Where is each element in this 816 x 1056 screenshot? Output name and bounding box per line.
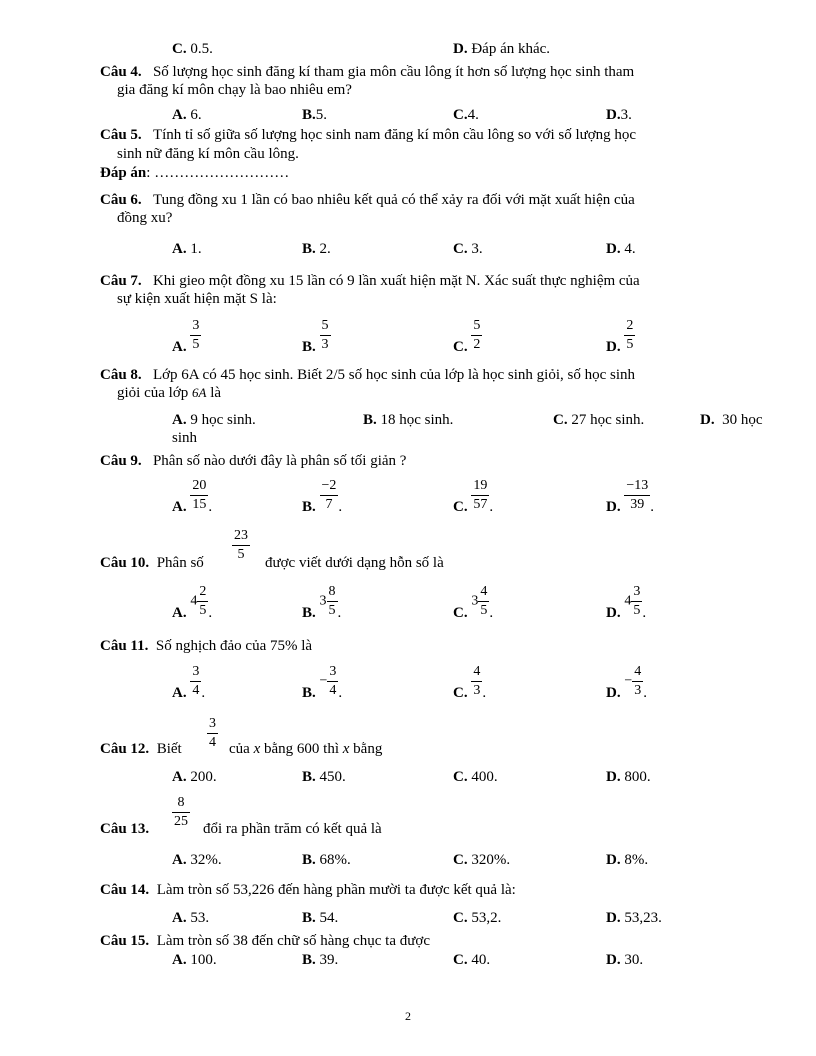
q11-option-c: C. $\frac{4}{3}$ . [453,664,487,701]
q12-line1-post: của x bằng 600 thì x bằng [229,741,383,757]
q14-option-d: D. 53,23. [606,910,662,926]
q11-line1: Câu 11. Số nghịch đảo của 75% là [100,638,313,654]
q4-option-b: B.5. [302,107,328,123]
q9-line1: Câu 9. Phân số nào dưới đây là phân số tối giản ? [100,453,407,469]
q8-option-a: A. 9 học sinh. [172,412,256,428]
q4-option-c: C.4. [453,107,479,123]
q5-line2: sinh nữ đăng kí môn cầu lông. [117,146,299,162]
q15-option-b: B. 39. [302,952,339,968]
q7-option-c: C. $\frac{5}{2}$ [453,318,481,355]
q3-option-d: D. Đáp án khác. [453,41,551,57]
q12-option-a: A. 200. [172,769,217,785]
q15-option-a: A. 100. [172,952,217,968]
q6-line1: Câu 6. Tung đồng xu 1 lần có bao nhiêu kết quả có thể xảy ra đối với mặt xuất hiện của [100,192,635,208]
q7-line1: Câu 7. Khi gieo một đồng xu 15 lần có 9 lần xuất hiện mặt N. Xác suất thực nghiệm của [100,273,640,289]
q14-option-a: A. 53. [172,910,210,926]
q14-option-b: B. 54. [302,910,339,926]
q13-fraction: $\frac{8}{25}$ [174,795,188,829]
q9-option-c: C. $\frac{19}{57}$ . [453,478,494,515]
q13-option-a: A. 32%. [172,852,222,868]
q12-option-b: B. 450. [302,769,346,785]
q10-line1: Câu 10. Phân số [100,555,204,571]
q8-option-d-cont: sinh [172,430,198,446]
q15-line1: Câu 15. Làm tròn số 38 đến chữ số hàng chục ta được [100,933,430,949]
q10-option-a: A. 4 $\frac{2}{5}$ . [172,584,213,621]
q14-option-c: C. 53,2. [453,910,502,926]
q9-option-b: B. $\frac{-2}{7}$ . [302,478,343,515]
q6-line2: đồng xu? [117,210,173,226]
q6-option-d: D. 4. [606,241,636,257]
q11-option-b: B. − $\frac{3}{4}$ . [302,664,343,701]
q7-option-d: D. $\frac{2}{5}$ [606,318,634,355]
q11-option-a: A. $\frac{3}{4}$ . [172,664,206,701]
q9-option-a: A. $\frac{20}{15}$ . [172,478,213,515]
q6-option-c: C. 3. [453,241,483,257]
q5-line1: Câu 5. Tính tỉ số giữa số lượng học sinh nam đăng kí môn cầu lông so với số lượng học [100,127,637,143]
q8-line1: Câu 8. Lớp 6A có 45 học sinh. Biết 2/5 số học sinh của lớp là học sinh giỏi, số học sinh [100,367,636,383]
q15-option-c: C. 40. [453,952,491,968]
q10-line1-post: được viết dưới dạng hỗn số là [265,555,444,571]
q7-option-b: B. $\frac{5}{3}$ [302,318,329,355]
q10-option-b: B. 3 $\frac{8}{5}$ . [302,584,342,621]
q8-option-c: C. 27 học sinh. [553,412,645,428]
q12-fraction: $\frac{3}{4}$ [209,716,216,750]
q10-option-d: D. 4 $\frac{3}{5}$ . [606,584,647,621]
q14-line1: Câu 14. Làm tròn số 53,226 đến hàng phần mười ta được kết quả là: [100,882,516,898]
q3-option-c: C. 0.5. [172,41,213,57]
q12-option-d: D. 800. [606,769,651,785]
q7-line2: sự kiện xuất hiện mặt S là: [117,291,277,307]
page-number: 2 [405,1009,411,1023]
q4-option-d: D.3. [606,107,632,123]
q13-option-d: D. 8%. [606,852,649,868]
q10-option-c: C. 3 $\frac{4}{5}$ . [453,584,494,621]
q4-line2: gia đăng kí môn chạy là bao nhiêu em? [117,82,352,98]
q12-line1: Câu 12. Biết [100,741,182,757]
q6-option-a: A. 1. [172,241,202,257]
q4-option-a: A. 6. [172,107,202,123]
q6-option-b: B. 2. [302,241,331,257]
q10-fraction: $\frac{23}{5}$ [234,528,248,562]
q12-option-c: C. 400. [453,769,498,785]
q8-line2: giỏi của lớp 6A là [117,385,222,401]
q15-option-d: D. 30. [606,952,644,968]
q13-option-c: C. 320%. [453,852,511,868]
q13-line1: Câu 13. [100,821,150,837]
q8-option-d: D. 30 học [700,412,763,428]
answer-line: Đáp án: ……………………… [100,165,290,181]
q13-option-b: B. 68%. [302,852,351,868]
q7-option-a: A. $\frac{3}{5}$ [172,318,200,355]
q9-option-d: D. $\frac{-13}{39}$ . [606,478,654,515]
q13-line1-post: đổi ra phần trăm có kết quả là [203,821,382,837]
q11-option-d: D. − $\frac{4}{3}$ . [606,664,647,701]
q4-line1: Câu 4. Số lượng học sinh đăng kí tham gia môn cầu lông ít hơn số lượng học sinh tham [100,64,635,80]
q8-option-b: B. 18 học sinh. [363,412,454,428]
